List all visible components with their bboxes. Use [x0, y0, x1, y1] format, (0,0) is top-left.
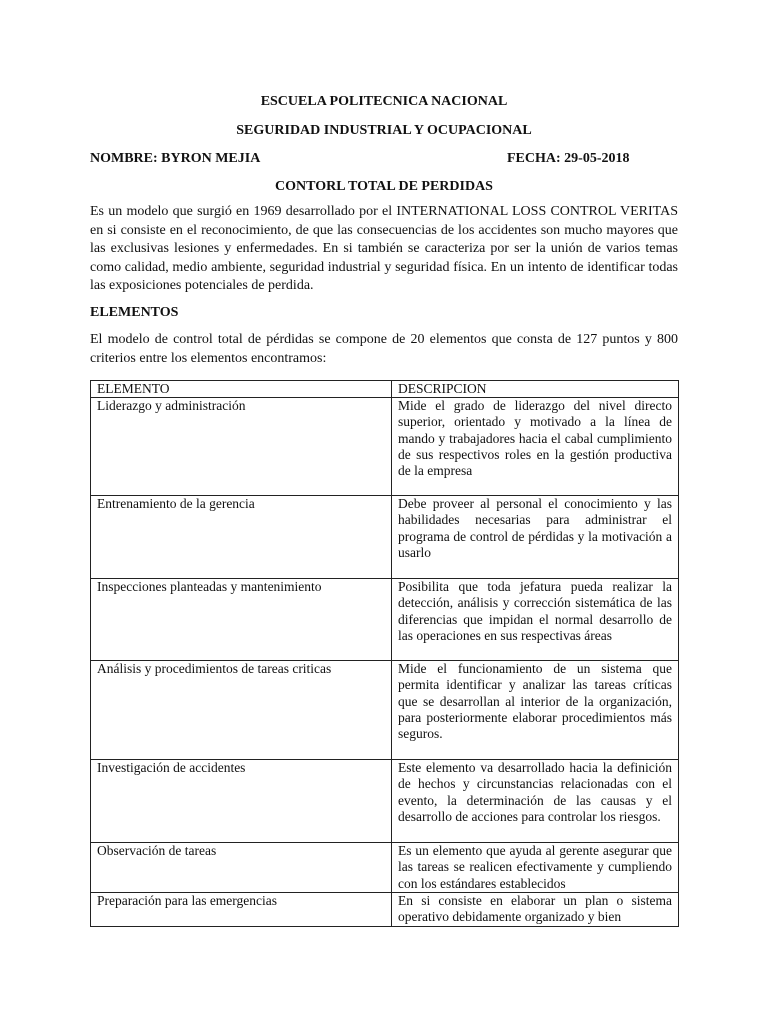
element-cell: Preparación para las emergencias [91, 893, 392, 926]
element-cell: Inspecciones planteadas y mantenimiento [91, 579, 392, 661]
table-row [91, 579, 679, 661]
element-cell: Análisis y procedimientos de tareas criticas [91, 661, 392, 760]
description-cell: Debe proveer al personal el conocimiento y las habilidades necesarias para administrar el programa de control de pérdidas y la motivación a usarlo [392, 496, 679, 579]
document-title: CONTORL TOTAL DE PERDIDAS [275, 179, 493, 194]
description-cell: Mide el grado de liderazgo del nivel directo superior, orientado y motivado a la línea de mando y trabajadores hacia el cabal cumplimiento de sus respectivos roles en la gestión productiva de la empresa [392, 398, 679, 496]
elements-table [90, 380, 679, 927]
table-row [91, 496, 679, 579]
header-elemento: ELEMENTO [91, 381, 392, 398]
element-cell: Liderazgo y administración [91, 398, 392, 496]
header-descripcion: DESCRIPCION [392, 381, 679, 398]
course-title: SEGURIDAD INDUSTRIAL Y OCUPACIONAL [236, 123, 532, 138]
description-cell: Es un elemento que ayuda al gerente asegurar que las tareas se realicen efectivamente y cumpliendo con los estándares establecidos [392, 843, 679, 893]
table-row [91, 893, 679, 926]
element-cell: Entrenamiento de la gerencia [91, 496, 392, 579]
section-heading: ELEMENTOS [90, 305, 179, 320]
intro-paragraph: Es un modelo que surgió en 1969 desarrollado por el INTERNATIONAL LOSS CONTROL VERITAS en si consiste en el reconocimiento, de que las consecuencias de los accidentes son mucho mayores que las exclusivas lesiones y enfermedades. En si también se caracteriza por ser la unión de varios temas como calidad, medio ambiente, seguridad industrial y seguridad física. En un intento de identificar todas las exposiciones potenciales de perdida. [90, 204, 678, 294]
document-date: FECHA: 29-05-2018 [507, 151, 630, 166]
section-paragraph: El modelo de control total de pérdidas se compone de 20 elementos que consta de 127 puntos y 800 criterios entre los elementos encontramos: [90, 332, 678, 366]
table-row [91, 398, 679, 496]
student-name: NOMBRE: BYRON MEJIA [90, 151, 261, 166]
table-row [91, 843, 679, 893]
description-cell: En si consiste en elaborar un plan o sistema operativo debidamente organizado y bien [392, 893, 679, 926]
description-cell: Este elemento va desarrollado hacia la definición de hechos y circunstancias relacionadas con el evento, la determinación de las causas y el desarrollo de acciones para controlar los riesgos. [392, 760, 679, 843]
description-cell: Posibilita que toda jefatura pueda realizar la detección, análisis y corrección sistemática de las diferencias que impidan el normal desarrollo de las operaciones en sus respectivas áreas [392, 579, 679, 661]
table-header-row [91, 381, 679, 398]
table-row [91, 760, 679, 843]
element-cell: Observación de tareas [91, 843, 392, 893]
institution-title: ESCUELA POLITECNICA NACIONAL [260, 94, 508, 109]
element-cell: Investigación de accidentes [91, 760, 392, 843]
description-cell: Mide el funcionamiento de un sistema que permita identificar y analizar las tareas críticas que se desarrollan al interior de la organización, para posteriormente elaborar procedimientos más seguros. [392, 661, 679, 760]
table-row [91, 661, 679, 760]
